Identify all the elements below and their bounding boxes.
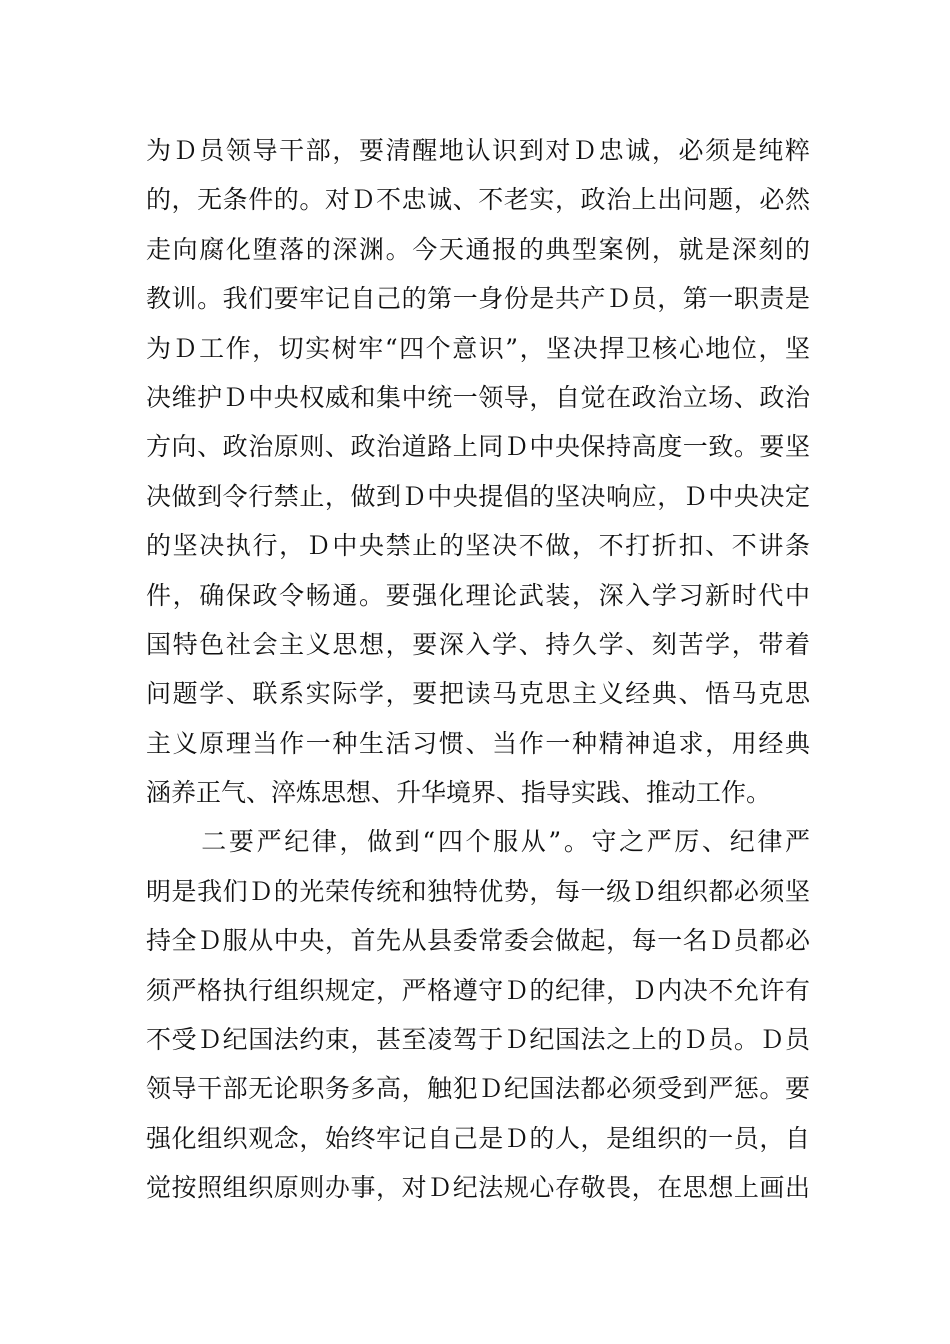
text-line: 须严格执行组织规定，严格遵守Ｄ的纪律，Ｄ内决不允许有 [146, 975, 810, 1005]
text-line: 决做到令行禁止，做到Ｄ中央提倡的坚决响应，Ｄ中央决定 [146, 481, 810, 511]
text-line: 的，无条件的。对Ｄ不忠诚、不老实，政治上出问题，必然 [146, 185, 810, 215]
text-line: 教训。我们要牢记自己的第一身份是共产Ｄ员，第一职责是 [146, 284, 810, 314]
text-line: 决维护Ｄ中央权威和集中统一领导，自觉在政治立场、政治 [146, 382, 810, 412]
text-line: 觉按照组织原则办事，对Ｄ纪法规心存敬畏，在思想上画出 [146, 1173, 810, 1203]
text-line: 主义原理当作一种生活习惯、当作一种精神追求，用经典 [146, 728, 810, 758]
paragraph-1 [146, 126, 810, 817]
text-line: 明是我们Ｄ的光荣传统和独特优势，每一级Ｄ组织都必须坚 [146, 876, 810, 906]
text-line: 领导干部无论职务多高，触犯Ｄ纪国法都必须受到严惩。要 [146, 1074, 810, 1104]
text-line: 不受Ｄ纪国法约束，甚至凌驾于Ｄ纪国法之上的Ｄ员。Ｄ员 [146, 1025, 810, 1055]
text-line: 为Ｄ员领导干部，要清醒地认识到对Ｄ忠诚，必须是纯粹 [146, 136, 810, 165]
text-line: 持全Ｄ服从中央，首先从县委常委会做起，每一名Ｄ员都必 [146, 926, 810, 956]
text-line: 问题学、联系实际学，要把读马克思主义经典、悟马克思 [146, 679, 810, 709]
text-line: 强化组织观念，始终牢记自己是Ｄ的人，是组织的一员，自 [146, 1123, 810, 1153]
text-line: 件，确保政令畅通。要强化理论武装，深入学习新时代中 [146, 580, 810, 610]
text-line: 二要严纪律，做到“四个服从”。守之严厉、纪律严 [146, 827, 810, 857]
text-line: 为Ｄ工作，切实树牢“四个意识”，坚决捍卫核心地位，坚 [146, 333, 810, 363]
text-line: 方向、政治原则、政治道路上同Ｄ中央保持高度一致。要坚 [146, 432, 810, 462]
text-line: 走向腐化堕落的深渊。今天通报的典型案例，就是深刻的 [146, 234, 810, 264]
body-text [146, 126, 810, 1213]
paragraph-2 [146, 817, 810, 1212]
text-line: 的坚决执行，Ｄ中央禁止的坚决不做，不打折扣、不讲条 [146, 531, 810, 561]
text-line: 涵养正气、淬炼思想、升华境界、指导实践、推动工作。 [146, 778, 772, 808]
text-line: 国特色社会主义思想，要深入学、持久学、刻苦学，带着 [146, 629, 810, 659]
